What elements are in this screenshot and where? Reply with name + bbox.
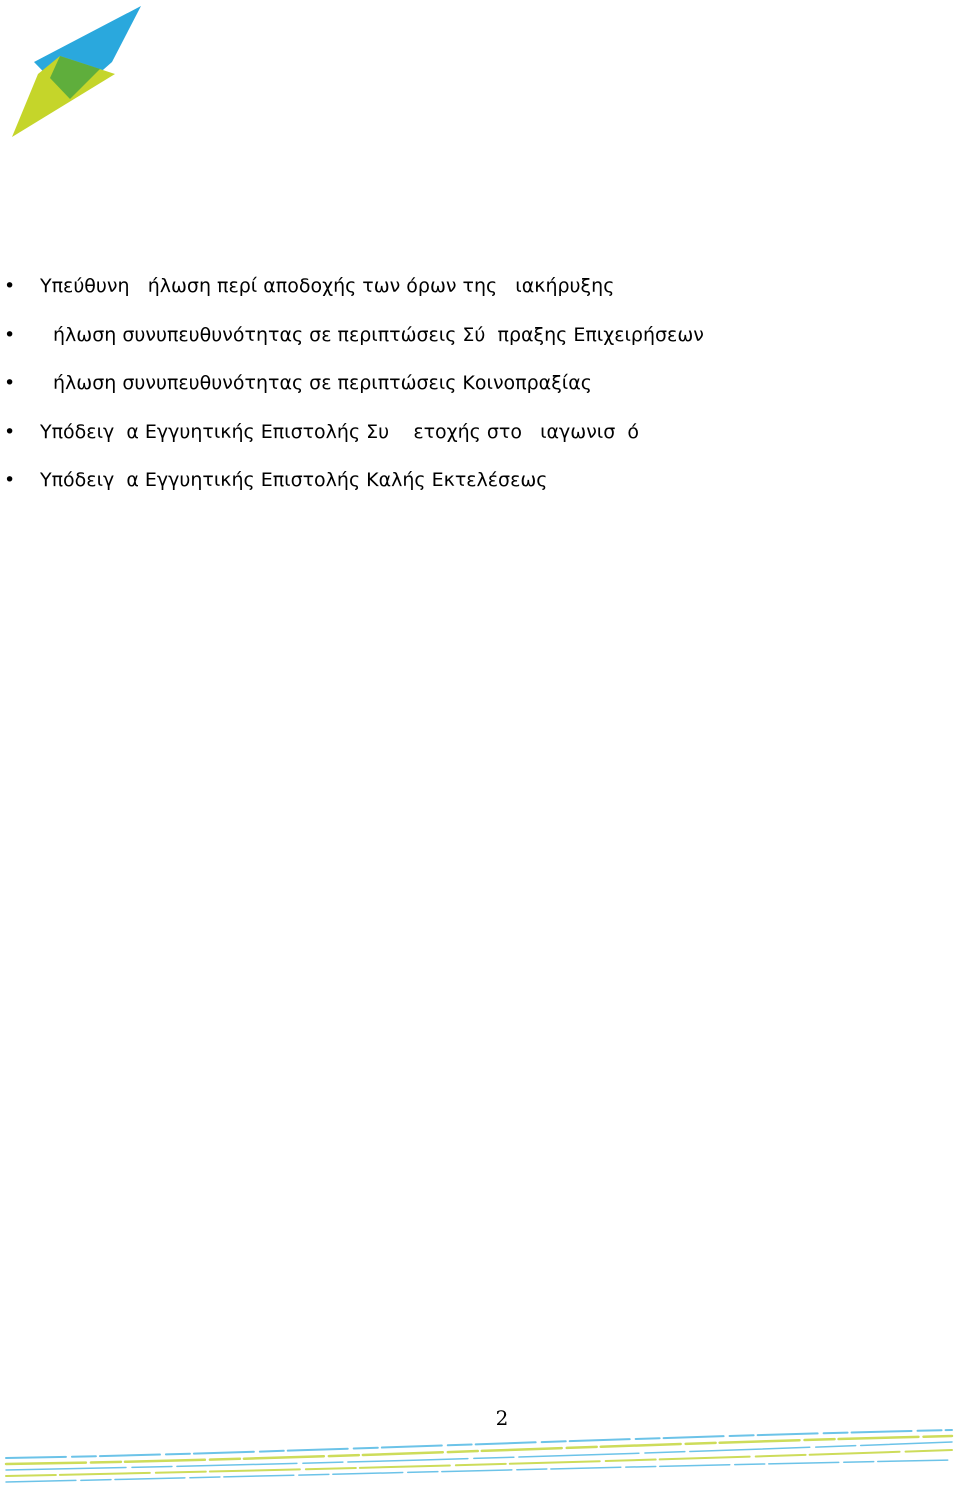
footer-line-blue-2 (6, 1442, 952, 1470)
page-number: 2 (495, 1406, 509, 1430)
list-item (0, 319, 960, 368)
document-bullet-list (0, 270, 960, 513)
list-item (0, 416, 960, 465)
bullet-icon: • (4, 420, 16, 443)
bullet-icon: • (4, 372, 16, 394)
list-item (0, 464, 960, 513)
list-item-text: Υπόδειγ α Εγγυητικής Επιστολής Καλής Εκτελέσεως (40, 469, 548, 491)
footer-line-green-1 (6, 1436, 952, 1464)
list-item-text: ήλωση συνυπευθυνότητας σε περιπτώσεις Κοινοπραξίας (53, 372, 592, 394)
list-item-text: Υπεύθυνη ήλωση περί αποδοχής των όρων της ιακήρυξης (40, 275, 615, 297)
footer-line-blue-3 (6, 1460, 952, 1482)
bullet-icon: • (4, 323, 16, 346)
list-item-text: ήλωση συνυπευθυνότητας σε περιπτώσεις Σύ πραξης Επιχειρήσεων (53, 323, 704, 346)
lightning-bolt-logo-icon (8, 4, 148, 140)
list-item-text: Υπόδειγ α Εγγυητικής Επιστολής Συ ετοχής στο ιαγωνισ ό (40, 420, 639, 443)
list-item (0, 270, 960, 319)
bullet-icon: • (4, 469, 16, 491)
footer-decorative-lines (0, 1424, 960, 1490)
list-item (0, 367, 960, 416)
bullet-icon: • (4, 275, 16, 297)
company-logo (8, 4, 148, 140)
